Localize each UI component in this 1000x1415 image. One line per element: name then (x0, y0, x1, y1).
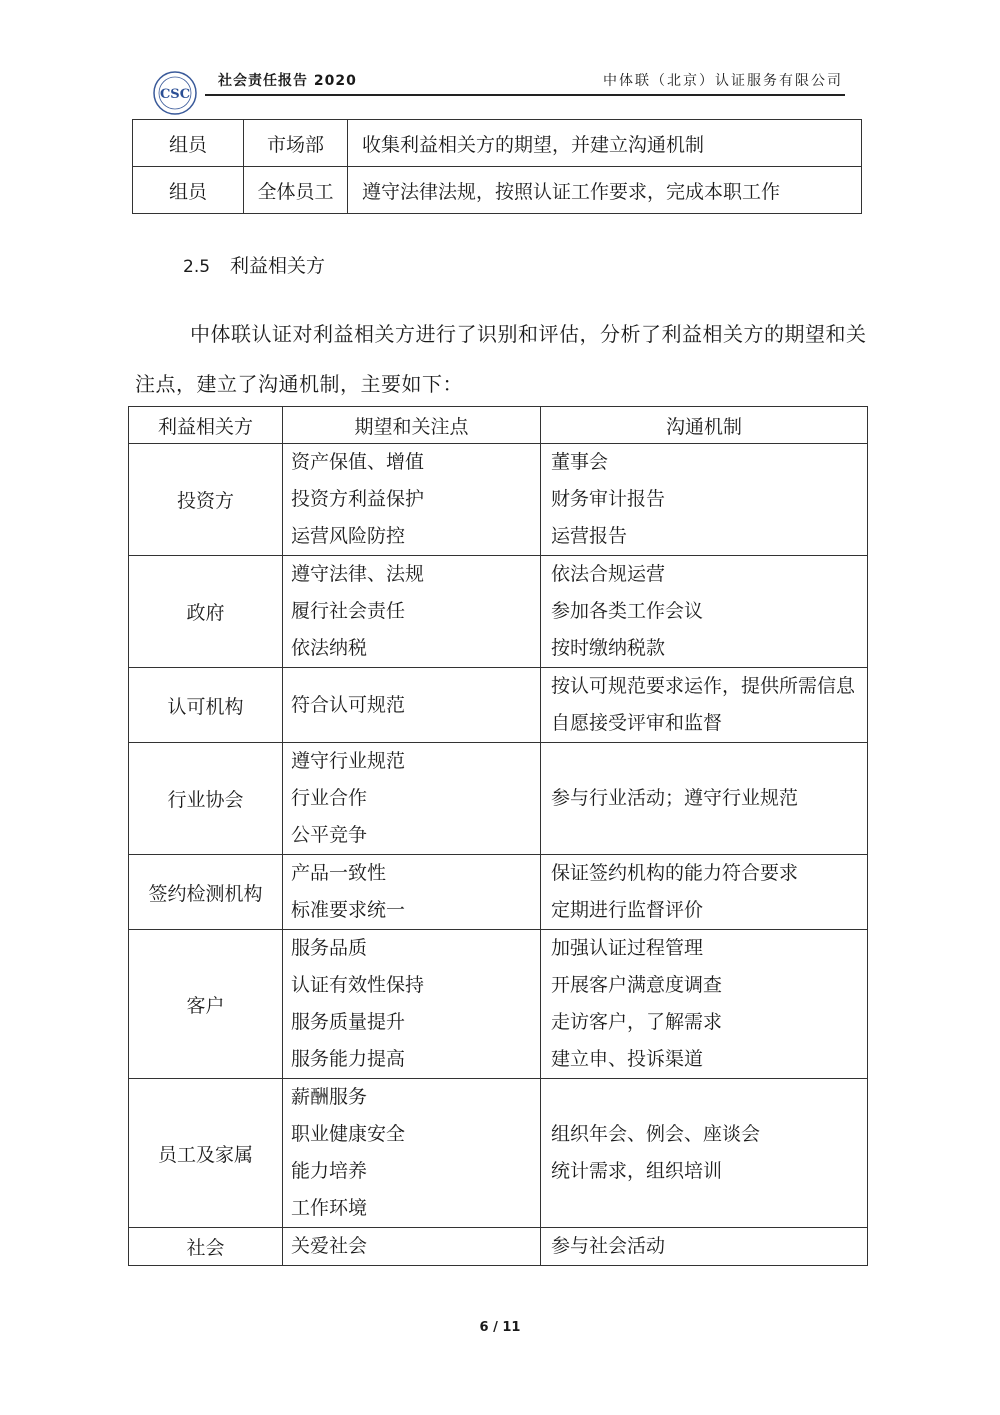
header-mechanisms: 沟通机制 (541, 407, 868, 444)
expectation-item: 依法纳税 (291, 637, 368, 659)
stakeholder-name-cell: 认可机构 (129, 668, 283, 743)
expectation-item: 服务品质 (291, 937, 368, 959)
mechanism-item: 按时缴纳税款 (551, 637, 666, 659)
mechanisms-cell (541, 444, 868, 556)
stakeholder-name-cell: 行业协会 (129, 743, 283, 855)
mechanism-item: 参与行业活动；遵守行业规范 (551, 787, 799, 809)
table-row (129, 556, 868, 668)
mechanism-item: 运营报告 (551, 525, 628, 547)
expectation-item: 职业健康安全 (291, 1123, 406, 1145)
expectation-item: 服务能力提高 (291, 1048, 406, 1070)
table-row (129, 1079, 868, 1228)
mechanism-item: 财务审计报告 (551, 488, 666, 510)
mechanism-item: 参加各类工作会议 (551, 600, 704, 622)
stakeholder-name-cell: 员工及家属 (129, 1079, 283, 1228)
header-expectations: 期望和关注点 (283, 407, 541, 444)
expectations-cell (283, 1079, 541, 1228)
mechanisms-cell (541, 1079, 868, 1228)
expectation-item: 遵守行业规范 (291, 750, 406, 772)
expectation-item: 符合认可规范 (291, 693, 406, 716)
mechanisms-cell (541, 668, 868, 743)
mechanism-item: 加强认证过程管理 (551, 937, 704, 959)
section-title: 利益相关方 (230, 255, 326, 277)
mechanism-item: 组织年会、例会、座谈会 (551, 1123, 761, 1145)
table-row (129, 743, 868, 855)
company-logo (152, 70, 198, 116)
report-title: 社会责任报告 2020 (218, 73, 357, 89)
section-heading (183, 251, 325, 278)
role-cell: 组员 (133, 167, 244, 214)
expectations-cell (283, 556, 541, 668)
mechanism-item: 按认可规范要求运作，提供所需信息 (551, 675, 856, 697)
mechanism-item: 自愿接受评审和监督 (551, 712, 723, 734)
expectation-item: 工作环境 (291, 1197, 368, 1219)
intro-paragraph-line2: 注点，建立了沟通机制，主要如下： (135, 372, 463, 396)
mechanism-item: 统计需求，组织培训 (551, 1160, 723, 1182)
company-name: 中体联（北京）认证服务有限公司 (603, 73, 843, 89)
roles-table (132, 119, 862, 214)
mechanism-item: 董事会 (551, 451, 609, 473)
header-stakeholder: 利益相关方 (129, 407, 283, 444)
stakeholder-name-cell: 签约检测机构 (129, 855, 283, 930)
expectations-cell (283, 668, 541, 743)
duty-cell: 遵守法律法规，按照认证工作要求，完成本职工作 (348, 167, 862, 214)
expectation-item: 履行社会责任 (291, 600, 406, 622)
svg-text:CSC: CSC (159, 87, 191, 102)
expectations-cell (283, 444, 541, 556)
expectations-cell (283, 743, 541, 855)
mechanism-item: 依法合规运营 (551, 563, 666, 585)
mechanism-item: 开展客户满意度调查 (551, 974, 723, 996)
expectation-item: 遵守法律、法规 (291, 563, 425, 585)
stakeholder-name-cell: 社会 (129, 1228, 283, 1266)
expectation-item: 认证有效性保持 (291, 974, 425, 996)
table-header-row (129, 407, 868, 444)
role-cell: 组员 (133, 120, 244, 167)
stakeholder-table (128, 406, 868, 1266)
expectation-item: 投资方利益保护 (291, 488, 425, 510)
table-row (129, 668, 868, 743)
table-row (129, 855, 868, 930)
expectation-item: 产品一致性 (291, 862, 387, 884)
mechanisms-cell (541, 855, 868, 930)
stakeholder-name-cell: 投资方 (129, 444, 283, 556)
stakeholder-name-cell: 政府 (129, 556, 283, 668)
expectation-item: 行业合作 (291, 787, 368, 809)
stakeholder-name-cell: 客户 (129, 930, 283, 1079)
dept-cell: 市场部 (244, 120, 348, 167)
mechanisms-cell (541, 556, 868, 668)
expectations-cell (283, 1228, 541, 1266)
mechanisms-cell (541, 1228, 868, 1266)
expectation-item: 运营风险防控 (291, 525, 406, 547)
expectation-item: 服务质量提升 (291, 1011, 406, 1033)
table-row (129, 444, 868, 556)
header-divider (205, 94, 845, 96)
expectation-item: 资产保值、增值 (291, 451, 425, 473)
table-row (129, 930, 868, 1079)
expectation-item: 能力培养 (291, 1160, 368, 1182)
table-row (133, 120, 862, 167)
duty-cell: 收集利益相关方的期望，并建立沟通机制 (348, 120, 862, 167)
mechanisms-cell (541, 930, 868, 1079)
section-number: 2.5 (183, 257, 211, 277)
expectation-item: 关爱社会 (291, 1235, 368, 1257)
expectation-item: 标准要求统一 (291, 899, 406, 921)
mechanism-item: 参与社会活动 (551, 1235, 666, 1257)
expectations-cell (283, 930, 541, 1079)
table-row (129, 1228, 868, 1266)
expectations-cell (283, 855, 541, 930)
dept-cell: 全体员工 (244, 167, 348, 214)
intro-paragraph-line1: 中体联认证对利益相关方进行了识别和评估，分析了利益相关方的期望和关 (190, 322, 867, 346)
mechanisms-cell (541, 743, 868, 855)
table-row (133, 167, 862, 214)
expectation-item: 薪酬服务 (291, 1086, 368, 1108)
mechanism-item: 保证签约机构的能力符合要求 (551, 862, 799, 884)
mechanism-item: 定期进行监督评价 (551, 899, 704, 921)
mechanism-item: 走访客户，了解需求 (551, 1011, 723, 1033)
expectation-item: 公平竞争 (291, 824, 368, 846)
page-number: 6 / 11 (479, 1320, 521, 1335)
mechanism-item: 建立申、投诉渠道 (551, 1048, 704, 1070)
